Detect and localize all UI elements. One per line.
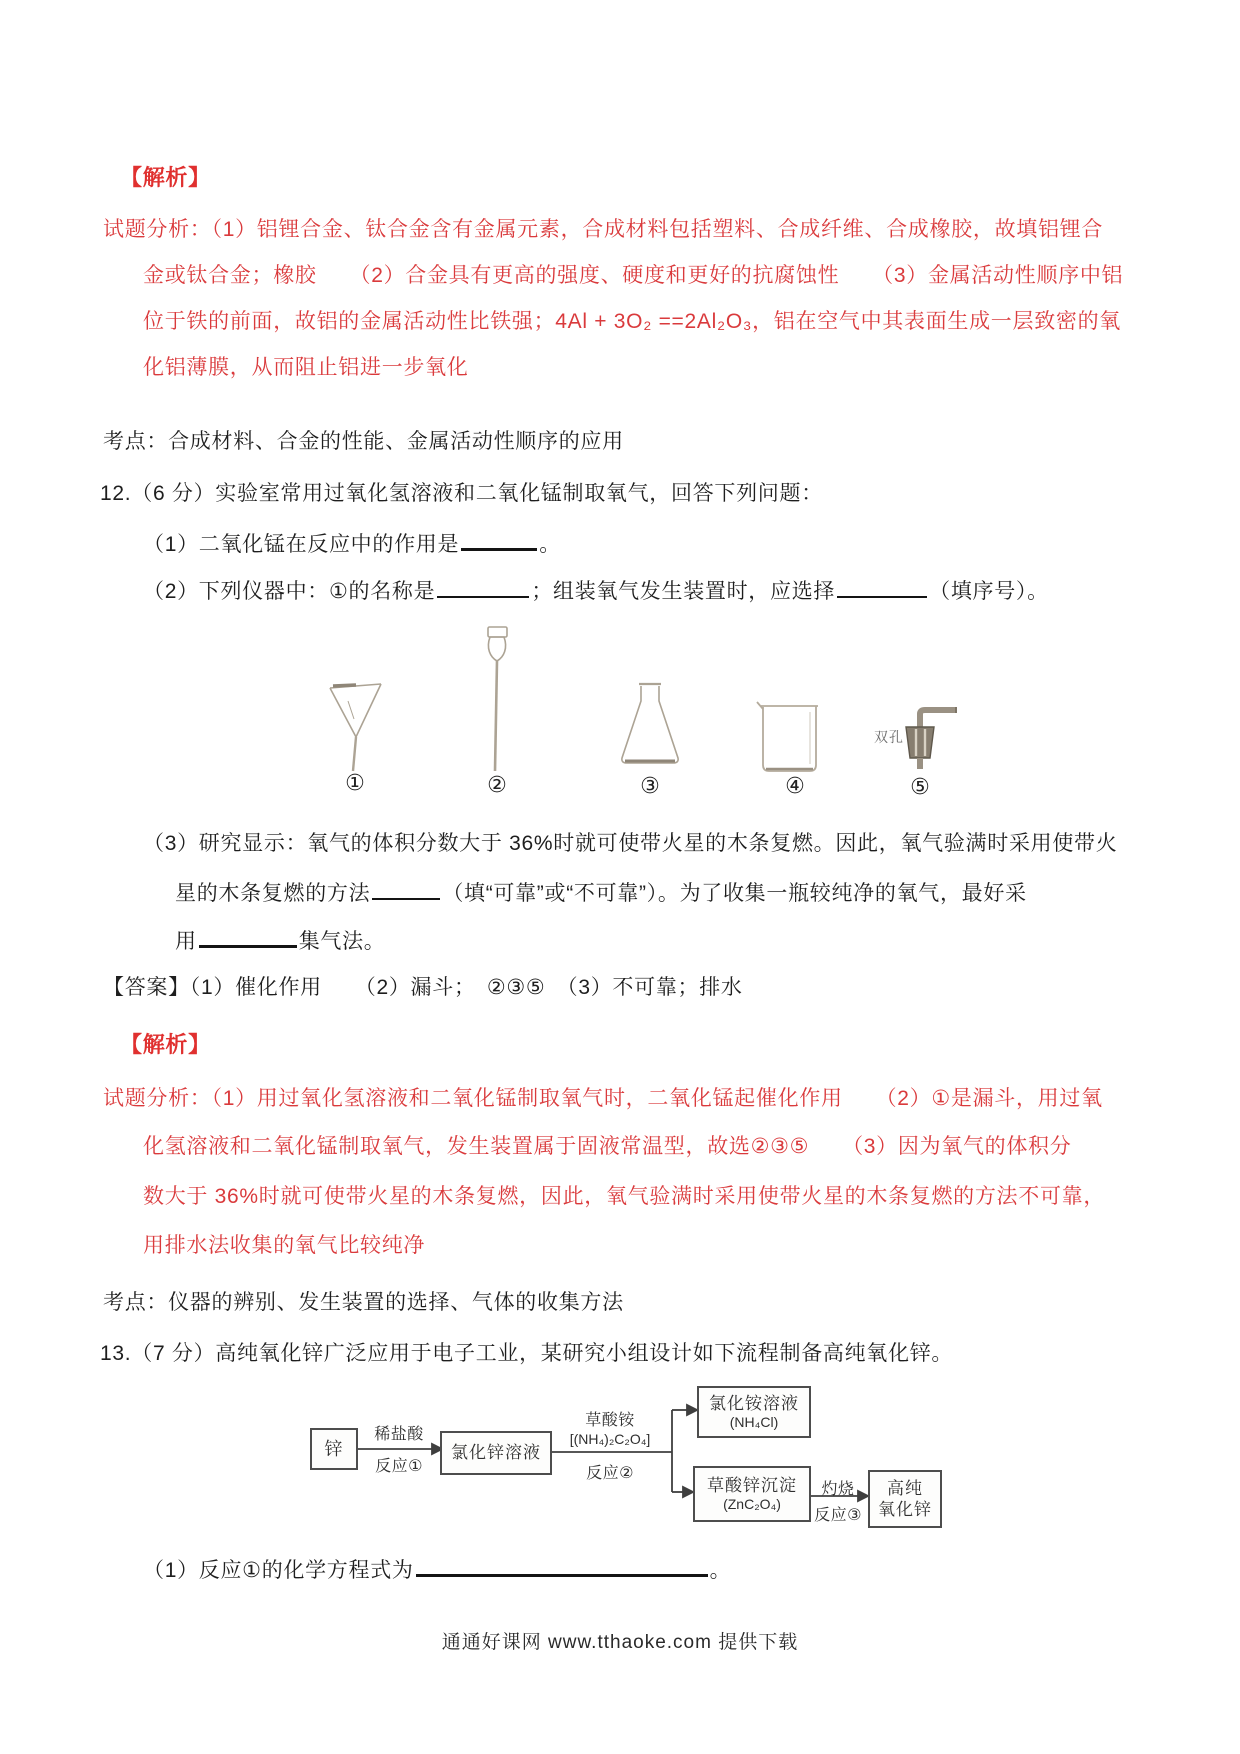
lab-apparatus-figure	[280, 615, 970, 800]
analysis2-line-3: 数大于 36%时就可使带火星的木条复燃，因此，氧气验满时采用使带火星的木条复燃的方法不可靠，	[143, 1185, 1106, 1208]
flow-box-zinc-label: 锌	[324, 1438, 344, 1459]
stopper-tube-icon	[906, 707, 956, 769]
flow-label-calcine: 灼烧	[821, 1481, 855, 1498]
q12-part3-line-3	[175, 929, 386, 955]
question-13-heading: 13.（7 分）高纯氧化锌广泛应用于电子工业，某研究小组设计如下流程制备高纯氧化锌。	[100, 1342, 954, 1365]
answer-blank	[372, 882, 440, 900]
q12-part2-text-c: （填序号）。	[929, 580, 1049, 603]
q12-part3-text-a: 星的木条复燃的方法	[175, 882, 371, 905]
flow-box-zinc	[310, 1428, 358, 1470]
analysis2-line-2: 化氢溶液和二氧化锰制取氧气，发生装置属于固液常温型，故选②③⑤ （3）因为氧气的体积分	[143, 1135, 1072, 1158]
apparatus-number-5: ⑤	[910, 774, 930, 799]
analysis2-line-1: 试题分析：（1）用过氧化氢溶液和二氧化锰制取氧气时，二氧化锰起催化作用 （2）①是漏斗，用过氧	[103, 1087, 1103, 1110]
analysis1-line-3: 位于铁的前面，故铝的金属活动性比铁强；4Al + 3O₂ ==2Al₂O₃，铝在空气中其表面生成一层致密的氧	[143, 310, 1121, 333]
funnel-icon	[330, 684, 381, 771]
exam-points-2: 考点：仪器的辨别、发生装置的选择、气体的收集方法	[103, 1291, 624, 1314]
apparatus-number-1: ①	[345, 770, 365, 795]
analysis-header-2: 【解析】	[120, 1032, 211, 1057]
analysis1-line-1: 试题分析：（1）铝锂合金、钛合金含有金属元素，合成材料包括塑料、合成纤维、合成橡胶，故填铝锂合	[103, 218, 1104, 241]
page-footer: 通通好课网 www.tthaoke.com 提供下载	[441, 1632, 799, 1653]
flow-label-dilute-hcl: 稀盐酸	[374, 1426, 424, 1443]
q12-answer-line: 【答案】（1）催化作用 （2）漏斗； ②③⑤ （3）不可靠；排水	[103, 976, 743, 999]
flow-box-ammonium-chloride	[697, 1386, 811, 1438]
flow-box-pure-zinc-oxide	[868, 1470, 942, 1528]
q12-part2-line	[143, 579, 1049, 605]
double-hole-label: 双孔	[874, 729, 904, 745]
flow-label-reaction-3: 反应③	[814, 1507, 862, 1524]
q12-part2-text-b: ；组装氧气发生装置时，应选择	[531, 580, 836, 603]
q12-part3-line-2	[175, 881, 1027, 907]
flow-box-zinc-oxalate-label: 草酸锌沉淀	[707, 1475, 797, 1495]
flow-box-pure-zinc-oxide-label-1: 高纯	[887, 1478, 923, 1498]
q13-part1-line	[143, 1558, 731, 1584]
flow-box-pure-zinc-oxide-label-2: 氧化锌	[878, 1500, 932, 1519]
q12-part3-text-c: 用	[175, 930, 197, 953]
q12-part3-text-b: （填“可靠”或“不可靠”）。为了收集一瓶较纯净的氧气，最好采	[442, 882, 1027, 905]
flow-label-reaction-1: 反应①	[375, 1458, 423, 1475]
flow-box-zinc-chloride	[440, 1431, 552, 1475]
flow-label-ammonium-oxalate: 草酸铵	[585, 1412, 635, 1429]
analysis-header-1: 【解析】	[120, 165, 211, 190]
answer-blank	[416, 1558, 708, 1577]
q12-part2-text-a: （2）下列仪器中：①的名称是	[143, 580, 436, 603]
flow-label-reaction-2: 反应②	[586, 1465, 634, 1482]
analysis1-line-2: 金或钛合金；橡胶 （2）合金具有更高的强度、硬度和更好的抗腐蚀性 （3）金属活动性顺序中铝	[143, 264, 1124, 287]
conical-flask-icon	[622, 684, 678, 763]
q13-part1-text: （1）反应①的化学方程式为	[143, 1559, 414, 1582]
flow-box-ammonium-chloride-formula: (NH₄Cl)	[729, 1413, 779, 1430]
q12-part1-line	[143, 532, 561, 558]
q12-part1-period: 。	[539, 533, 561, 556]
answer-blank	[437, 580, 529, 598]
q13-part1-period: 。	[709, 1559, 732, 1582]
question-12-heading: 12.（6 分）实验室常用过氧化氢溶液和二氧化锰制取氧气，回答下列问题：	[100, 482, 823, 505]
answer-blank	[461, 532, 537, 551]
analysis2-line-4: 用排水法收集的氧气比较纯净	[143, 1234, 426, 1257]
q12-part3-text-d: 集气法。	[298, 930, 386, 953]
exam-points-1: 考点：合成材料、合金的性能、金属活动性顺序的应用	[103, 430, 624, 453]
flow-box-ammonium-chloride-label: 氯化铵溶液	[709, 1393, 799, 1413]
flow-box-zinc-chloride-label: 氯化锌溶液	[451, 1443, 541, 1463]
apparatus-number-2: ②	[487, 772, 507, 797]
flow-label-ammonium-oxalate-formula: [(NH₄)₂C₂O₄]	[569, 1431, 651, 1447]
answer-blank	[199, 929, 297, 948]
apparatus-number-4: ④	[785, 773, 805, 798]
beaker-icon	[757, 702, 818, 771]
q12-part1-text: （1）二氧化锰在反应中的作用是	[143, 533, 460, 556]
answer-blank	[837, 580, 927, 598]
flow-box-zinc-oxalate	[693, 1466, 811, 1522]
q12-part3-line-1: （3）研究显示：氧气的体积分数大于 36%时就可使带火星的木条复燃。因此，氧气验满时采用使带火	[143, 832, 1118, 855]
dropper-icon	[488, 627, 507, 771]
analysis1-line-4: 化铝薄膜，从而阻止铝进一步氧化	[143, 356, 469, 379]
apparatus-number-3: ③	[640, 773, 660, 798]
flow-box-zinc-oxalate-formula: (ZnC₂O₄)	[723, 1495, 781, 1512]
